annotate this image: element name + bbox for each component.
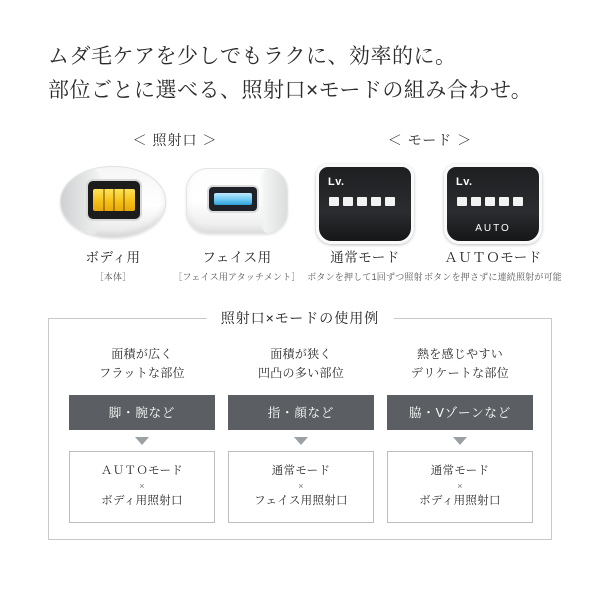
panel-level-label: Lv. (456, 176, 473, 188)
usecase-column-3 (387, 345, 533, 523)
combination-mode: 通常モード (430, 465, 490, 477)
condition-text (228, 345, 374, 383)
level-segment (385, 197, 395, 206)
combination-box (387, 451, 533, 523)
lamp-bar (113, 189, 115, 211)
level-segment (457, 197, 467, 206)
headline-line-2: 部位ごとに選べる、照射口×モードの組み合わせ。 (48, 79, 533, 102)
usecase-title: 照射口×モードの使用例 (207, 308, 394, 328)
face-device-cap (259, 168, 288, 234)
lamp-bar (123, 189, 125, 211)
condition-text (69, 345, 215, 383)
product-name: 通常モード (330, 250, 400, 265)
condition-line-1: 熱を感じやすい (416, 347, 504, 361)
product-row (0, 162, 600, 302)
body-device-image (48, 162, 178, 238)
product-normal-mode (300, 162, 430, 284)
section-label-flash-head: ＜ 照射口 ＞ (132, 132, 218, 148)
product-auto-mode (423, 162, 562, 284)
face-device-lamp (214, 193, 252, 205)
lamp-bar (103, 189, 105, 211)
product-sub: ボタンを押して1回ずつ照射 (307, 272, 423, 282)
usecase-column-2 (228, 345, 374, 523)
condition-line-2: フラットな部位 (99, 366, 185, 380)
level-segment (371, 197, 381, 206)
product-body-device (48, 162, 178, 284)
body-flash-device-icon (60, 166, 166, 238)
combination-mode: 通常モード (271, 465, 331, 477)
product-name: フェイス用 (202, 250, 272, 265)
normal-mode-image (300, 162, 430, 238)
body-part-badge: 脚・腕など (69, 395, 215, 430)
level-segment (499, 197, 509, 206)
usecase-panel (48, 310, 552, 540)
level-segment (343, 197, 353, 206)
condition-line-2: 凹凸の多い部位 (257, 366, 345, 380)
combination-box (69, 451, 215, 523)
level-segment (357, 197, 367, 206)
headline-line-1: ムダ毛ケアを少しでもラクに、効率的に。 (48, 45, 457, 68)
level-segment (471, 197, 481, 206)
usecase-column-1 (69, 345, 215, 523)
face-device-window (209, 187, 257, 211)
combination-head: ボディ用照射口 (419, 495, 501, 507)
down-arrow-icon (135, 437, 149, 445)
product-sub: ［フェイス用アタッチメント］ (173, 272, 301, 282)
product-face-attachment (172, 162, 302, 284)
level-segment (329, 197, 339, 206)
level-segment (485, 197, 495, 206)
product-sub: ［本体］ (94, 272, 132, 282)
panel-level-segments (457, 197, 523, 206)
product-name: ボディ用 (85, 250, 141, 265)
combination-separator: × (457, 481, 463, 491)
body-part-badge: 脇・Vゾーンなど (387, 395, 533, 430)
condition-line-1: 面積が狭く (270, 347, 332, 361)
combination-box (228, 451, 374, 523)
down-arrow-icon (294, 437, 308, 445)
page-title (48, 40, 558, 108)
body-device-lamp (93, 189, 135, 211)
combination-separator: × (139, 481, 145, 491)
combination-mode: ＡＵＴＯモード (100, 465, 184, 477)
section-label-mode: ＜ モード ＞ (387, 132, 473, 148)
body-part-badge: 指・顔など (228, 395, 374, 430)
section-label-row (0, 130, 600, 154)
condition-line-1: 面積が広く (111, 347, 173, 361)
condition-text (387, 345, 533, 383)
combination-separator: × (298, 481, 304, 491)
face-attachment-device-icon (186, 168, 288, 234)
face-device-image (172, 162, 302, 238)
combination-head: フェイス用照射口 (254, 495, 348, 507)
body-device-window (88, 181, 140, 219)
panel-auto-label: AUTO (475, 223, 511, 234)
product-sub: ボタンを押さずに連続照射が可能 (423, 272, 562, 282)
auto-mode-image (428, 162, 558, 238)
usecase-columns (69, 345, 533, 523)
combination-head: ボディ用照射口 (101, 495, 183, 507)
panel-level-segments (329, 197, 395, 206)
condition-line-2: デリケートな部位 (410, 366, 510, 380)
auto-mode-panel-icon (444, 164, 542, 244)
down-arrow-icon (453, 437, 467, 445)
panel-level-label: Lv. (328, 176, 345, 188)
normal-mode-panel-icon (316, 164, 414, 244)
product-name: ＡＵＴＯモード (444, 250, 542, 265)
level-segment (513, 197, 523, 206)
